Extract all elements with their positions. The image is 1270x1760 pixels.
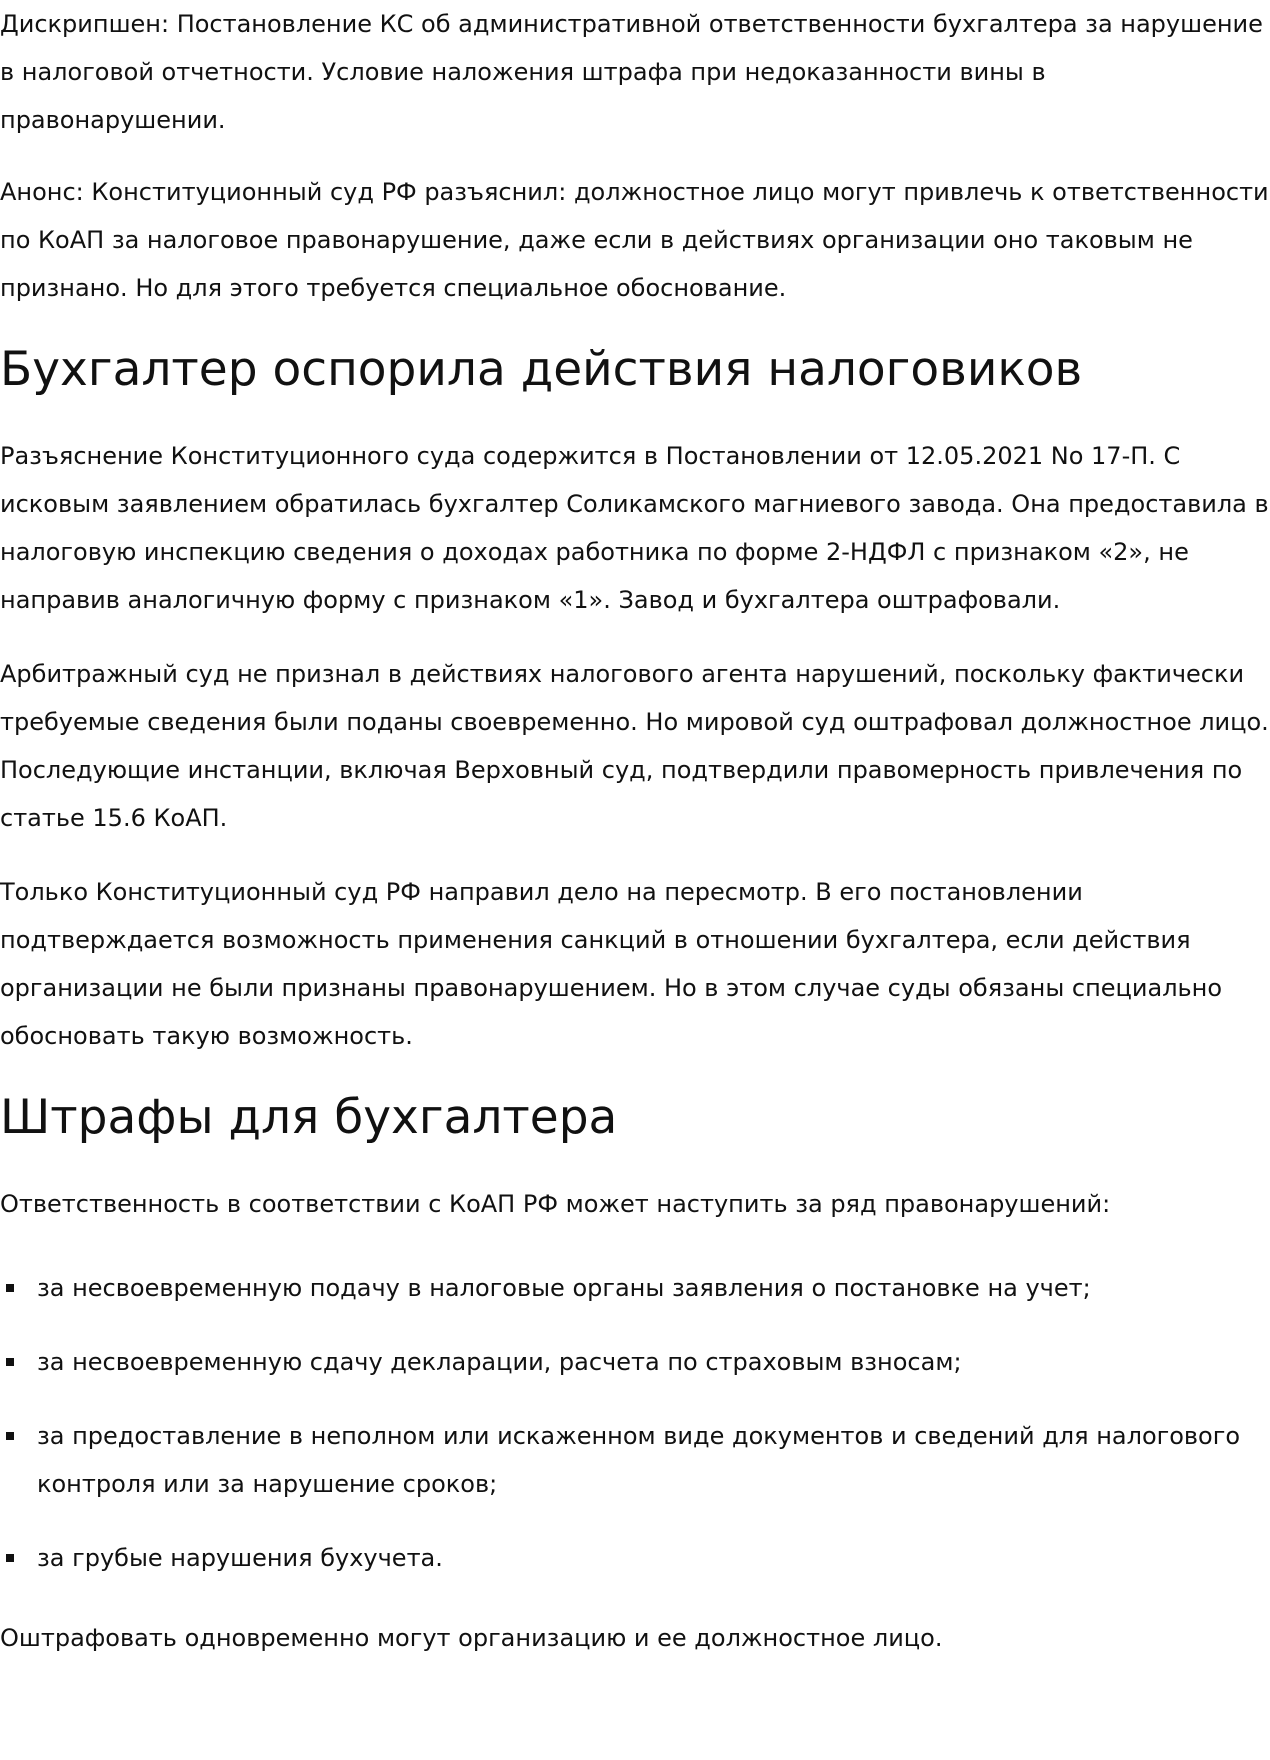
square-bullet-icon: [6, 1358, 14, 1366]
closing-paragraph: Оштрафовать одновременно могут организацию и ее должностное лицо.: [0, 1624, 943, 1652]
list-item: [0, 1338, 1270, 1386]
square-bullet-icon: [6, 1432, 14, 1440]
announcement-paragraph: Анонс: Конституционный суд РФ разъяснил: должностное лицо могут привлечь к ответственности по КоАП за налоговое правонарушение, даже если в действиях организации оно таковым не признано. Но для этого требуется специальное обоснование.: [0, 178, 1269, 302]
section2-intro: Ответственность в соответствии с КоАП РФ может наступить за ряд правонарушений:: [0, 1190, 1111, 1218]
section-heading-1: Бухгалтер оспорила действия налоговиков: [0, 342, 1083, 397]
list-item-text: за грубые нарушения бухучета.: [37, 1544, 443, 1572]
violations-list: [0, 1264, 1270, 1582]
list-item: [0, 1264, 1270, 1312]
list-item-text: за предоставление в неполном или искаженном виде документов и сведений для налогового контроля или за нарушение сроков;: [37, 1422, 1241, 1498]
square-bullet-icon: [6, 1554, 14, 1562]
list-item: [0, 1412, 1270, 1508]
list-item: [0, 1534, 1270, 1582]
description-paragraph: Дискрипшен: Постановление КС об административной ответственности бухгалтера за нарушение в налоговой отчетности. Условие наложения штрафа при недоказанности вины в правонарушении.: [0, 10, 1263, 134]
square-bullet-icon: [6, 1284, 14, 1292]
section1-paragraph-1: Разъяснение Конституционного суда содержится в Постановлении от 12.05.2021 No 17-П. С исковым заявлением обратилась бухгалтер Соликамского магниевого завода. Она предоставила в налоговую инспекцию сведения о доходах работника по форме 2-НДФЛ с признаком «2», не направив аналогичную форму с признаком «1». Завод и бухгалтера оштрафовали.: [0, 442, 1269, 614]
section1-paragraph-2: Арбитражный суд не признал в действиях налогового агента нарушений, поскольку фактически требуемые сведения были поданы своевременно. Но мировой суд оштрафовал должностное лицо. Последующие инстанции, включая Верховный суд, подтвердили правомерность привлечения по статье 15.6 КоАП.: [0, 660, 1269, 832]
section-heading-2: Штрафы для бухгалтера: [0, 1090, 618, 1145]
list-item-text: за несвоевременную сдачу декларации, расчета по страховым взносам;: [37, 1348, 962, 1376]
section1-paragraph-3: Только Конституционный суд РФ направил дело на пересмотр. В его постановлении подтверждается возможность применения санкций в отношении бухгалтера, если действия организации не были признаны правонарушением. Но в этом случае суды обязаны специально обосновать такую возможность.: [0, 878, 1223, 1050]
list-item-text: за несвоевременную подачу в налоговые органы заявления о постановке на учет;: [37, 1274, 1091, 1302]
